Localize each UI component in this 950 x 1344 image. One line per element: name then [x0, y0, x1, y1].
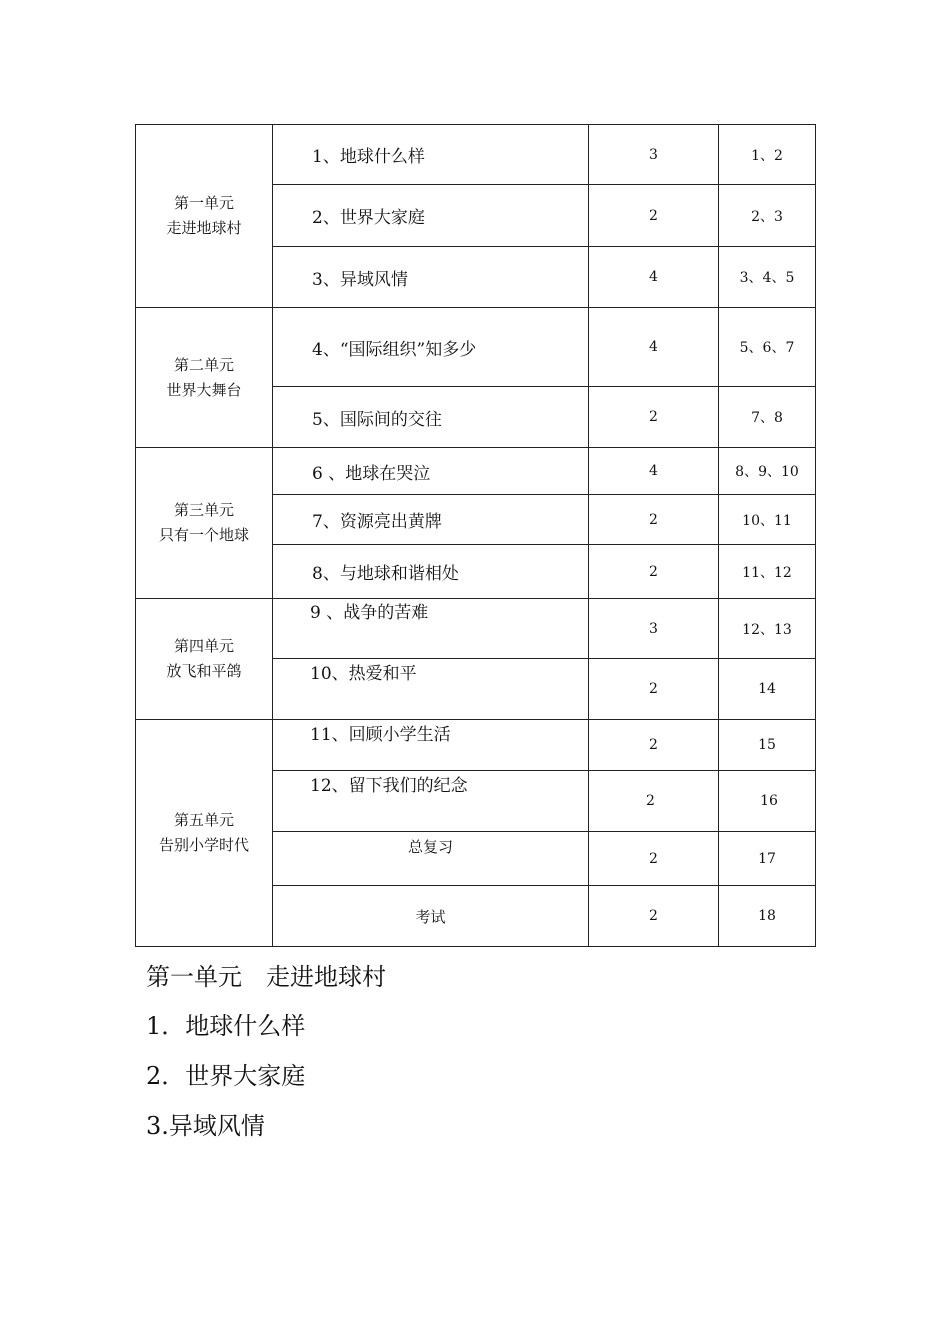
- unit-heading: 第一单元 走进地球村: [146, 963, 386, 991]
- unit-number: 第二单元: [173, 355, 234, 374]
- class-hours: 2: [649, 908, 658, 924]
- week-numbers: 16: [760, 793, 778, 809]
- lesson-title: 11、回顾小学生活: [310, 724, 451, 745]
- class-hours: 2: [649, 409, 658, 425]
- unit-cell: [136, 599, 272, 719]
- week-numbers: 14: [758, 681, 776, 697]
- unit-cell: [136, 125, 272, 307]
- lesson-title: 6 、地球在哭泣: [312, 463, 431, 484]
- unit-title: 走进地球村: [166, 219, 242, 237]
- class-hours: 2: [649, 207, 658, 224]
- lesson-title: 4、“国际组织”知多少: [312, 339, 477, 360]
- class-hours: 3: [649, 146, 658, 163]
- week-numbers: 7、8: [751, 410, 783, 426]
- lesson-title: 10、热爱和平: [310, 663, 417, 684]
- unit-title: 只有一个地球: [158, 526, 249, 544]
- class-hours: 4: [649, 339, 658, 355]
- unit-title: 世界大舞台: [166, 380, 242, 399]
- week-numbers: 5、6、7: [739, 340, 795, 356]
- row-divider: [272, 831, 816, 832]
- week-numbers: 2、3: [751, 208, 783, 225]
- lesson-title: 12、留下我们的纪念: [310, 775, 468, 796]
- class-hours: 2: [649, 737, 658, 753]
- week-numbers: 15: [758, 737, 776, 753]
- lesson-title: 总复习: [407, 837, 453, 856]
- table-border-bottom: [135, 946, 816, 947]
- lesson-title: 考试: [415, 907, 446, 926]
- lesson-title: 1、地球什么样: [312, 147, 425, 167]
- class-hours: 3: [649, 620, 658, 637]
- lesson-title: 2、世界大家庭: [312, 208, 425, 228]
- week-numbers: 17: [758, 851, 776, 867]
- unit-number: 第一单元: [173, 194, 234, 212]
- unit-cell: [136, 448, 272, 598]
- class-hours: 2: [646, 793, 655, 809]
- week-numbers: 11、12: [742, 564, 792, 581]
- unit-cell: [136, 308, 272, 447]
- class-hours: 4: [649, 463, 658, 479]
- week-numbers: 1、2: [751, 147, 783, 164]
- class-hours: 4: [649, 269, 658, 285]
- outline-item: 1．地球什么样: [146, 1012, 306, 1040]
- lesson-title: 9 、战争的苦难: [310, 602, 429, 623]
- week-numbers: 18: [758, 908, 776, 924]
- unit-title: 告别小学时代: [158, 836, 249, 854]
- unit-number: 第五单元: [173, 811, 234, 829]
- lesson-title: 3、异域风情: [312, 269, 408, 290]
- unit-number: 第三单元: [173, 501, 234, 519]
- outline-item: 2．世界大家庭: [146, 1062, 306, 1090]
- week-numbers: 8、9、10: [735, 464, 799, 480]
- lesson-title: 5、国际间的交往: [312, 409, 442, 430]
- week-numbers: 12、13: [742, 621, 792, 638]
- table-border-right: [815, 124, 816, 947]
- class-hours: 2: [649, 851, 658, 867]
- table-border-col1: [272, 124, 273, 947]
- week-numbers: 3、4、5: [739, 270, 795, 286]
- class-hours: 2: [649, 563, 658, 580]
- outline-item: 3.异域风情: [146, 1112, 265, 1140]
- week-numbers: 10、11: [742, 512, 792, 529]
- unit-title: 放飞和平鸽: [166, 662, 242, 680]
- class-hours: 2: [649, 511, 658, 528]
- unit-number: 第四单元: [173, 637, 234, 655]
- lesson-title: 8、与地球和谐相处: [312, 564, 459, 584]
- unit-cell: [136, 720, 272, 946]
- lesson-title: 7、资源亮出黄牌: [312, 512, 442, 532]
- class-hours: 2: [649, 681, 658, 697]
